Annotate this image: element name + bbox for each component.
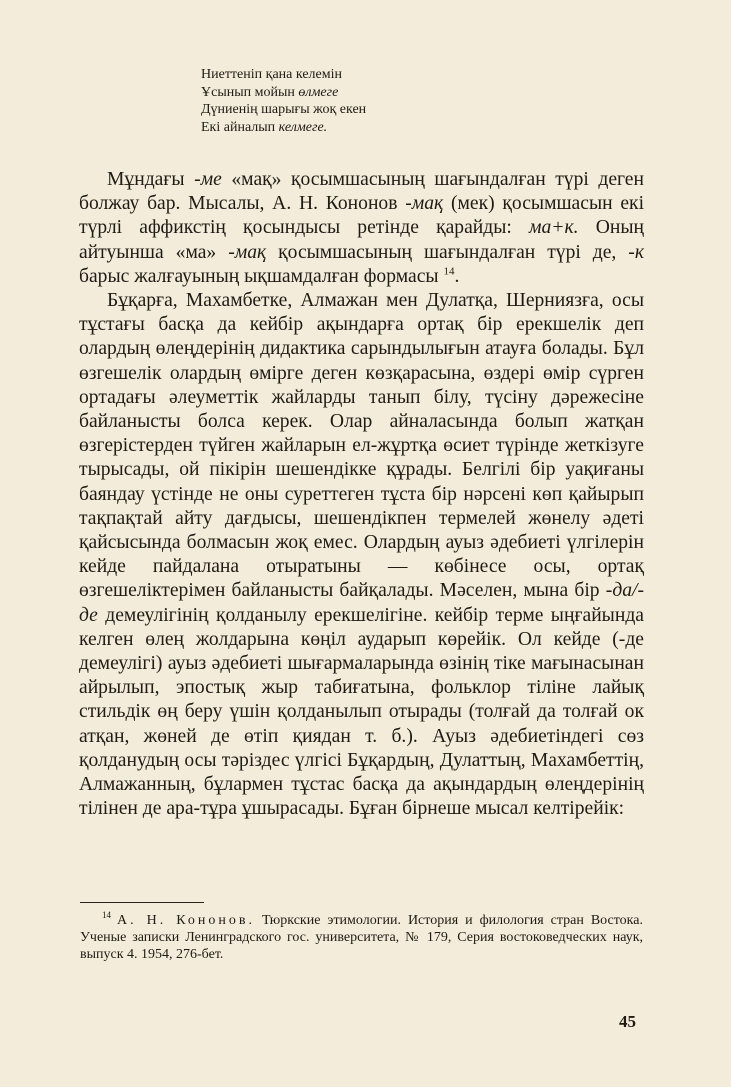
poem-epigraph bbox=[201, 66, 366, 136]
poem-line-1: Ниеттеніп қана келемін bbox=[201, 67, 342, 82]
footnote-text: Тюркские этимологии. История и филология стран Востока. Ученые записки Ленинградского гос. университета, № 179, Серия востоковедческих наук, выпуск 4. 1954, 276-бет. bbox=[80, 913, 643, 962]
footnote-reference[interactable]: 14 bbox=[443, 265, 455, 278]
poem-line-4: Екі айналып келмеге. bbox=[201, 119, 328, 135]
poem-line-3: Дүниенің шарығы жоқ екен bbox=[201, 102, 367, 117]
body-text bbox=[79, 168, 644, 821]
footnote-mark: 14 bbox=[102, 910, 111, 921]
footnote-divider bbox=[80, 902, 204, 903]
footnote-author: А. Н. Кононов. bbox=[117, 913, 255, 928]
poem-line-2: Ұсынып мойын өлмеге bbox=[201, 84, 339, 100]
footnote bbox=[80, 912, 643, 963]
page-number: 45 bbox=[619, 1012, 636, 1031]
paragraph-2: Бұқарға, Махамбетке, Алмажан мен Дулатқа, Шерниязға, осы тұстағы басқа да кейбір ақындарға ортақ бір ерекшелік деп олардың өлеңдерінің дидактика сарындылығын атауға болады. Бұл өзгешелік олардың өмірге деген көзқарасына, өздері өмір сүрген ортадағы әлеуметтік жайларды танып білу, түсіну дәрежесіне байланысты болса керек. Олар айналасында болып жатқан өзгерістерден түйген жайларын ел-жұртқа өсиет түрінде жеткізуге тырысады, ой пікірін шешендікке құрады. Белгілі бір уақиғаны баяндау үстінде не оны суреттеген тұста бір нәрсені көп қайырып тақпақтай айту дағдысы, шешендікпен термелей жөнелу әдеті қайсысында болмасын жоқ емес. Олардың ауыз әдебиеті үлгілерін кейде пайдалана отыратыны — көбінесе осы, ортақ өзгешеліктерімен байланысты байқалады. Мәселен, мына бір -да/-де демеулігінің қолданылу ерекшелігіне. кейбір терме ыңғайында келген өлең жолдарына көңіл аударып көрейік. Ол кейде (-де демеулігі) ауыз әдебиеті шығармаларында өзінің тіке мағынасынан айрылып, эпостық жыр табиғатына, фольклор тіліне лайық стильдік өң беру үшін қолданылып отырады (толғай да толғай ок атқан, жөней де өтіп қиядан т. б.). Ауыз әдебиетіндегі сөз қолданудың осы тәріздес үлгісі Бұқардың, Дулаттың, Махамбеттің, Алмажанның, бұлармен тұстас басқа да ақындардың өлеңдерінің тілінен де ара-тұра ұшырасады. Бұған бірнеше мысал келтірейік: bbox=[79, 290, 644, 820]
paragraph-1: Мұндағы -ме «мақ» қосымшасының шағындалған түрі деген болжау бар. Мысалы, А. Н. Кононов -мақ (мек) қосымшасын екі түрлі аффикстің қосындысы ретінде қарайды: ма+к. Оның айтуынша «ма» -мақ қосымшасының шағындалған түрі де, -к барыс жалғауының ықшамдалған формасы $^{14}$. bbox=[79, 169, 645, 287]
